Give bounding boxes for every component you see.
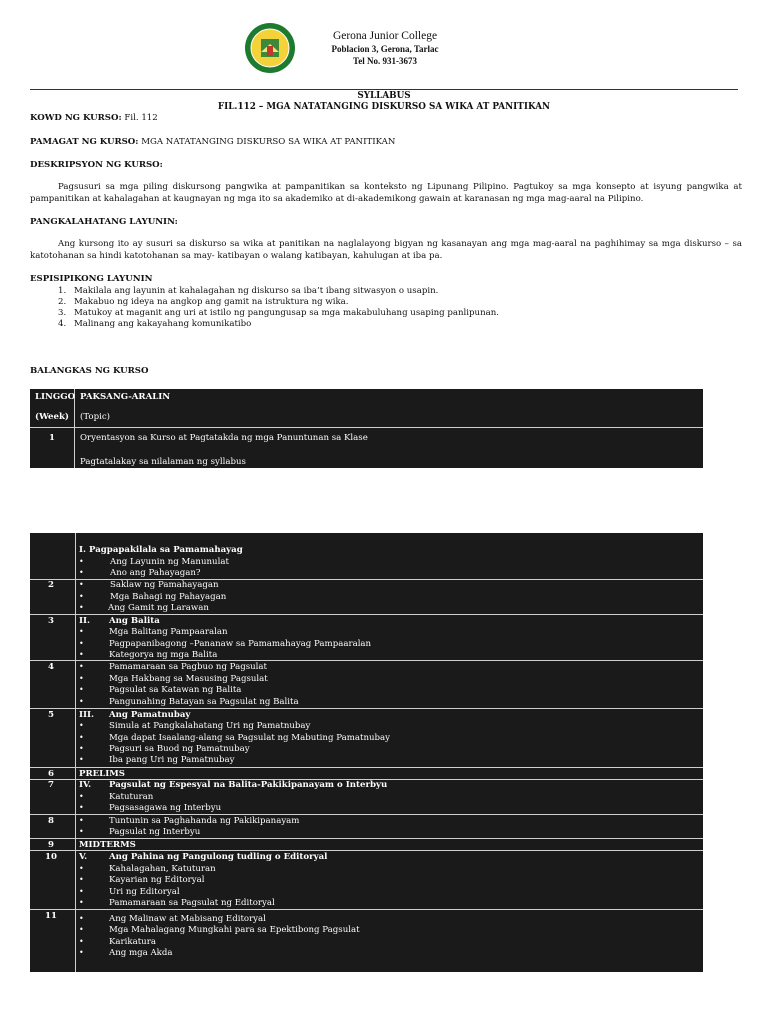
topic-item: Katuturan (109, 792, 154, 802)
topic-item: Pagsuri sa Buod ng Pamatnubay (109, 744, 250, 754)
topic-item: Mga dapat Isaalang-alang sa Pagsulat ng Mabuting Pamatnubay (109, 733, 390, 743)
row-divider (30, 660, 703, 661)
week-number: 2 (48, 580, 54, 590)
section-heading: Ang Pahina ng Pangulong tudling o Editoryal (109, 852, 328, 862)
section-roman-numeral: V. (79, 852, 88, 862)
exam-prelims: PRELIMS (79, 769, 125, 779)
bullet-icon: • (79, 557, 84, 566)
row-divider (30, 767, 703, 768)
section-heading: I. Pagpapakilala sa Pamamahayag (79, 545, 243, 555)
bullet-icon: • (79, 685, 84, 694)
topic-item: Ang Layunin ng Manunulat (110, 557, 229, 567)
document-title: SYLLABUS (357, 91, 411, 101)
objective-number: 4. (58, 319, 67, 329)
objective-item: Malinang ang kakayahang komunikatibo (74, 319, 252, 329)
topic-item: Mga Hakbang sa Masusing Pagsulat (109, 674, 268, 684)
document-subtitle: FIL.112 – MGA NATATANGING DISKURSO SA WIKA AT PANITIKAN (217, 102, 551, 112)
topic-item: Pagpapanibagong –Pananaw sa Pamamahayag Pampaaralan (109, 639, 372, 649)
header-divider (30, 89, 738, 90)
school-telephone: Tel No. 931-3673 (353, 56, 417, 66)
description-heading: DESKRIPSYON NG KURSO: (30, 160, 163, 170)
school-name: Gerona Junior College (332, 30, 438, 42)
row-divider (30, 909, 703, 910)
row-divider (30, 850, 703, 851)
topic-item: Kahalagahan, Katuturan (109, 864, 216, 874)
school-address: Poblacion 3, Gerona, Tarlac (331, 44, 439, 54)
bullet-icon: • (79, 816, 84, 825)
bullet-icon: • (79, 925, 84, 934)
section-roman-numeral: II. (79, 616, 91, 626)
section-heading: Ang Pamatnubay (109, 710, 191, 720)
topic-item: Tuntunin sa Paghahanda ng Pakikipanayam (109, 816, 300, 826)
week-number: 10 (45, 852, 57, 862)
row-divider (30, 708, 703, 709)
objective-number: 1. (58, 286, 67, 296)
exam-midterms: MIDTERMS (79, 840, 136, 850)
topic-item: Pagsasagawa ng Interbyu (109, 803, 222, 813)
week-number: 8 (48, 816, 54, 826)
bullet-icon: • (79, 875, 84, 884)
section-roman-numeral: IV. (79, 780, 92, 790)
course-title-row (30, 137, 395, 149)
topic-item: Pagsulat ng Interbyu (109, 827, 201, 837)
objective-item: Makilala ang layunin at kahalagahan ng diskurso sa iba’t ibang sitwasyon o usapin. (74, 286, 439, 296)
bullet-icon: • (79, 650, 84, 659)
row-divider (30, 427, 703, 428)
objective-number: 2. (58, 297, 67, 307)
bullet-icon: • (79, 627, 84, 636)
topic-line: Oryentasyon sa Kurso at Pagtatakda ng mga Panuntunan sa Klase (80, 433, 368, 443)
row-divider (30, 614, 703, 615)
course-outline-table-header (30, 389, 703, 468)
course-title-label: PAMAGAT NG KURSO: (30, 137, 139, 147)
topic-item: Pamamaraan sa Pagsulat ng Editoryal (109, 898, 275, 908)
bullet-icon: • (79, 792, 84, 801)
bullet-icon: • (79, 674, 84, 683)
bullet-icon: • (79, 733, 84, 742)
section-heading: Pagsulat ng Espesyal na Balita-Pakikipanayam o Interbyu (109, 780, 388, 790)
row-divider (30, 838, 703, 839)
description-text: Pagsusuri sa mga piling diskursong pangwika at pampanitikan sa konteksto ng Lipunang Pilipino. Pagtukoy sa mga konsepto at isyung pangwika at pampanitikan at kahalagahan at kaugnayan ng mga ito sa akademiko at di-akademikong gawain at karanasan ng mga mag-aaral na Pilipino. (30, 182, 742, 204)
bullet-icon: • (79, 662, 84, 671)
bullet-icon: • (79, 898, 84, 907)
topic-item: Ang Gamit ng Larawan (108, 603, 209, 613)
bullet-icon: • (79, 744, 84, 753)
topic-item: Mga Bahagi ng Pahayagan (110, 592, 227, 602)
general-objective-paragraph (30, 239, 742, 263)
topic-item: Kayarian ng Editoryal (109, 875, 205, 885)
week-column-header: LINGGO (35, 392, 76, 402)
bullet-icon: • (79, 721, 84, 730)
general-objective-heading: PANGKALAHATANG LAYUNIN: (30, 217, 178, 227)
topic-item: Pamamaraan sa Pagbuo ng Pagsulat (109, 662, 267, 672)
topic-item: Ang Malinaw at Mabisang Editoryal (109, 914, 266, 924)
week-number: 3 (48, 616, 54, 626)
bullet-icon: • (79, 755, 84, 764)
bullet-icon: • (79, 864, 84, 873)
week-column-subheader: (Week) (35, 412, 69, 422)
topic-item: Kategorya ng mga Balita (109, 650, 218, 660)
bullet-icon: • (79, 697, 84, 706)
week-number: 11 (45, 911, 57, 921)
topic-item: Simula at Pangkalahatang Uri ng Pamatnubay (109, 721, 311, 731)
week-number: 5 (48, 710, 54, 720)
course-title-value: MGA NATATANGING DISKURSO SA WIKA AT PANITIKAN (141, 137, 396, 147)
bullet-icon: • (79, 639, 84, 648)
topic-item: Karikatura (109, 937, 156, 947)
course-code-row (30, 113, 158, 125)
topic-item: Iba pang Uri ng Pamatnubay (109, 755, 235, 765)
description-paragraph (30, 182, 742, 206)
week-number: 9 (48, 840, 54, 850)
column-divider (75, 533, 76, 972)
topic-column-header: PAKSANG-ARALIN (80, 392, 171, 402)
objective-number: 3. (58, 308, 67, 318)
week-number: 1 (49, 433, 55, 443)
topic-item: Mga Balitang Pampaaralan (109, 627, 228, 637)
row-divider (30, 814, 703, 815)
bullet-icon: • (79, 592, 84, 601)
topic-item: Ano ang Pahayagan? (110, 568, 201, 578)
topic-item: Pagsulat sa Katawan ng Balita (109, 685, 242, 695)
college-seal-logo (244, 22, 296, 74)
topic-item: Uri ng Editoryal (109, 887, 180, 897)
topic-column-subheader: (Topic) (80, 412, 111, 422)
course-outline-heading: BALANGKAS NG KURSO (30, 366, 149, 376)
course-code-label: KOWD NG KURSO: (30, 113, 122, 123)
bullet-icon: • (79, 827, 84, 836)
bullet-icon: • (79, 914, 84, 923)
objective-item: Makabuo ng ideya na angkop ang gamit na istruktura ng wika. (74, 297, 349, 307)
objective-item: Matukoy at maganit ang uri at istilo ng pangungusap sa mga makabuluhang usaping panlipunan. (74, 308, 500, 318)
specific-objectives-heading: ESPISIPIKONG LAYUNIN (30, 274, 153, 284)
section-roman-numeral: III. (79, 710, 95, 720)
week-number: 6 (48, 769, 54, 779)
course-outline-table-body (30, 533, 703, 972)
topic-item: Ang mga Akda (109, 948, 173, 958)
topic-line: Pagtatalakay sa nilalaman ng syllabus (80, 457, 246, 467)
week-number: 7 (48, 780, 54, 790)
course-code-value: Fil. 112 (124, 113, 158, 123)
bullet-icon: • (79, 603, 84, 612)
general-objective-text: Ang kursong ito ay susuri sa diskurso sa wika at panitikan na naglalayong bigyan ng kasanayan ang mga mag-aaral na paghihimay sa mga diskurso – sa katotohanan sa hindi katotohanan sa may- katibayan o walang katibayan, kahulugan at iba pa. (30, 239, 742, 261)
bullet-icon: • (79, 937, 84, 946)
bullet-icon: • (79, 948, 84, 957)
topic-item: Mga Mahalagang Mungkahi para sa Epektibong Pagsulat (109, 925, 360, 935)
bullet-icon: • (79, 887, 84, 896)
topic-item: Saklaw ng Pamahayagan (110, 580, 219, 590)
bullet-icon: • (79, 568, 84, 577)
week-number: 4 (48, 662, 54, 672)
bullet-icon: • (79, 803, 84, 812)
bullet-icon: • (79, 580, 84, 589)
topic-item: Pangunahing Batayan sa Pagsulat ng Balita (109, 697, 299, 707)
section-heading: Ang Balita (109, 616, 160, 626)
